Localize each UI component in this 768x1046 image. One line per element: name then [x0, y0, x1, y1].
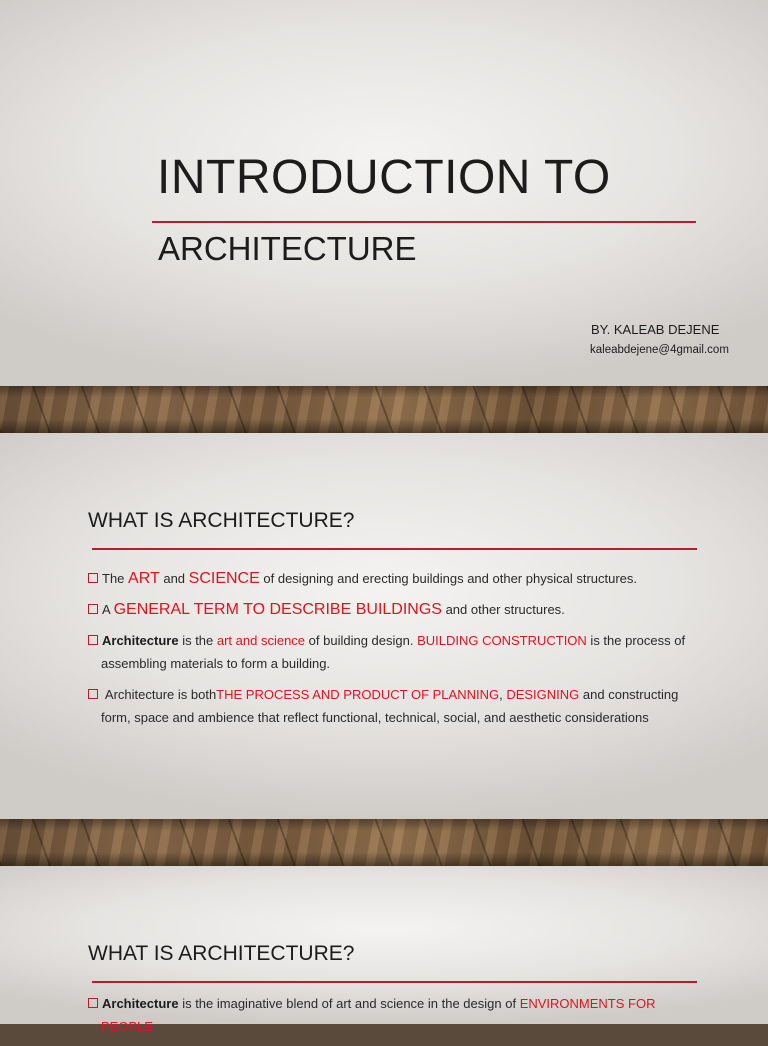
slide-title: INTRODUCTION TO: [157, 151, 611, 204]
title-divider: [152, 221, 696, 223]
wood-floor-divider: [0, 819, 768, 866]
list-item: The ART and SCIENCE of designing and erecting buildings and other physical structures.: [88, 567, 688, 590]
slide-subtitle: ARCHITECTURE: [158, 230, 417, 267]
checkbox-bullet-icon: [88, 604, 98, 614]
definition-slide: [0, 433, 768, 819]
author-name: BY. KALEAB DEJENE: [591, 322, 720, 337]
list-item: A GENERAL TERM TO DESCRIBE BUILDINGS and other structures.: [88, 598, 688, 621]
slide-heading: WHAT IS ARCHITECTURE?: [88, 509, 355, 532]
definition-list: [88, 567, 688, 737]
wood-floor-divider: [0, 386, 768, 433]
definition-slide-2: [0, 866, 768, 1034]
list-item: Architecture is the imaginative blend of art and science in the design of ENVIRONMENTS FOR PEOPLE: [88, 992, 688, 1038]
definition-list: [88, 992, 688, 1046]
heading-divider: [92, 981, 697, 983]
checkbox-bullet-icon: [88, 573, 98, 583]
checkbox-bullet-icon: [88, 635, 98, 645]
slide-heading: WHAT IS ARCHITECTURE?: [88, 942, 355, 965]
author-email: kaleabdejene@4gmail.com: [590, 344, 729, 356]
list-item: Architecture is bothTHE PROCESS AND PRODUCT OF PLANNING, DESIGNING and constructing form, space and ambience that reflect functional, technical, social, and aesthetic considerations: [88, 683, 688, 729]
heading-divider: [92, 548, 697, 550]
checkbox-bullet-icon: [88, 998, 98, 1008]
title-slide: [0, 0, 768, 386]
list-item: Architecture is the art and science of building design. BUILDING CONSTRUCTION is the process of assembling materials to form a building.: [88, 629, 688, 675]
checkbox-bullet-icon: [88, 689, 98, 699]
